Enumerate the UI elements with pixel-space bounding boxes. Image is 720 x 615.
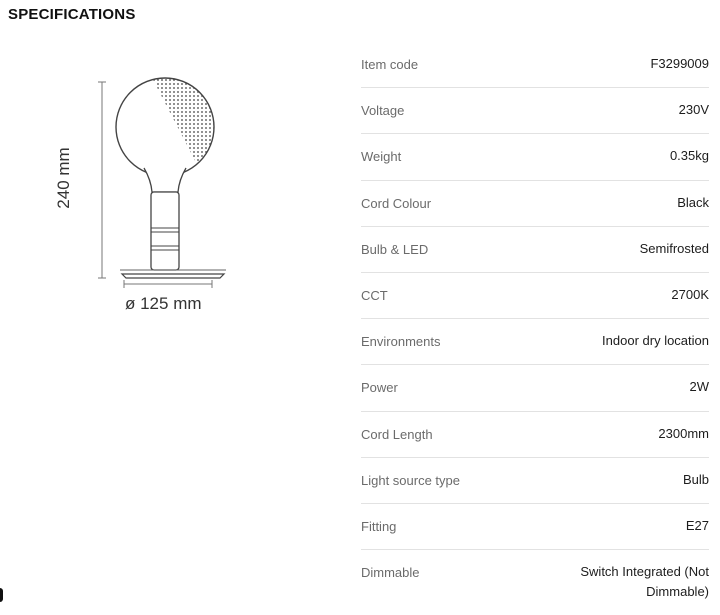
spec-row-weight	[361, 134, 709, 180]
spec-row-environments	[361, 319, 709, 365]
lamp-globe	[116, 70, 230, 192]
spec-row-light-source-type	[361, 458, 709, 504]
spec-value: Switch Integrated (Not Dimmable)	[580, 564, 709, 600]
spec-label: Bulb & LED	[361, 241, 429, 257]
height-dimension-label: 240 mm	[54, 147, 73, 209]
spec-value: 2W	[689, 379, 709, 395]
spec-table	[361, 42, 709, 600]
lamp-stem	[151, 192, 179, 270]
spec-value: Indoor dry location	[602, 333, 709, 349]
spec-label: Light source type	[361, 472, 461, 488]
lamp-dimension-drawing	[60, 70, 260, 330]
spec-value: 230V	[678, 102, 709, 118]
spec-label: Dimmable	[361, 565, 420, 581]
width-dimension-label: ø 125 mm	[125, 294, 202, 313]
spec-row-bulb-led	[361, 227, 709, 273]
spec-label: Cord Length	[361, 426, 433, 442]
spec-label: CCT	[361, 287, 388, 303]
spec-label: Environments	[361, 334, 441, 350]
spec-label: Fitting	[361, 518, 397, 534]
spec-row-cord-colour	[361, 181, 709, 227]
spec-label: Weight	[361, 149, 402, 165]
spec-value: E27	[685, 517, 709, 533]
spec-row-dimmable	[361, 550, 709, 600]
spec-value: 0.35kg	[669, 148, 709, 164]
spec-label: Item code	[361, 57, 419, 72]
width-dimension-line	[124, 280, 212, 288]
spec-value: 2300mm	[658, 425, 709, 441]
spec-label: Voltage	[361, 103, 405, 119]
lamp-base	[120, 270, 226, 278]
spec-row-fitting	[361, 504, 709, 550]
spec-value: Semifrosted	[639, 240, 709, 256]
page-title: SPECIFICATIONS	[8, 6, 136, 23]
height-dimension-line	[98, 82, 106, 278]
scroll-edge-marker	[0, 588, 3, 602]
spec-row-cord-length	[361, 412, 709, 458]
spec-row-cct	[361, 273, 709, 319]
spec-value: Black	[677, 194, 709, 210]
spec-label: Power	[361, 380, 398, 396]
spec-label: Cord Colour	[361, 195, 432, 211]
spec-value: Bulb	[682, 471, 709, 487]
spec-value: F3299009	[650, 56, 709, 71]
spec-row-power	[361, 365, 709, 411]
spec-value: 2700K	[671, 286, 709, 302]
spec-row-voltage	[361, 88, 709, 134]
spec-row-item-code	[361, 42, 709, 88]
